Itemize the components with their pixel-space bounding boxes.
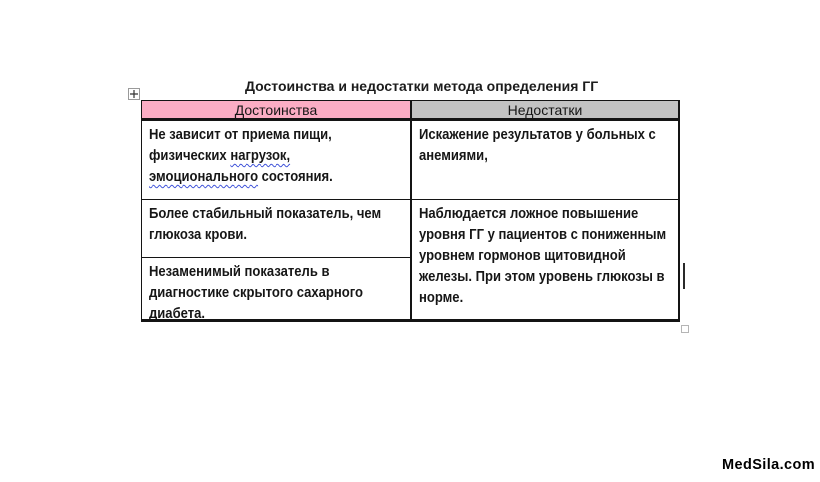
header-label-advantages: Достоинства	[234, 101, 318, 118]
cell-text-line: Более стабильный показатель, чем	[149, 205, 382, 222]
watermark: MedSila.com	[722, 457, 816, 473]
cell-text-line: уровня ГГ у пациентов с пониженным	[419, 226, 667, 243]
grammar-underlined-word: нагрузок,	[230, 147, 291, 164]
grammar-underlined-word: эмоционального	[149, 168, 259, 185]
cell-text-line: Не зависит от приема пищи,	[149, 126, 332, 143]
text-insertion-cursor	[683, 263, 685, 289]
table-resize-handle-icon[interactable]	[681, 325, 689, 333]
move-cross-glyph	[130, 90, 138, 98]
cell-disadvantages-row1[interactable]	[412, 121, 678, 200]
header-label-disadvantages: Недостатки	[507, 101, 583, 118]
cell-text-line: диабета.	[149, 305, 205, 322]
cell-text-line: железы. При этом уровень глюкозы в	[419, 268, 665, 285]
cell-text-line: глюкоза крови.	[149, 226, 248, 243]
table-caption-clipped	[245, 78, 605, 95]
cell-advantages-row2[interactable]	[142, 200, 412, 258]
cell-advantages-row3[interactable]	[142, 258, 412, 322]
cell-text-line: анемиями,	[419, 147, 488, 164]
cell-text-line: Незаменимый показатель в	[149, 263, 330, 280]
header-cell-disadvantages[interactable]	[412, 101, 678, 121]
header-cell-advantages[interactable]	[142, 101, 412, 121]
cell-text-line: физических нагрузок,	[149, 147, 291, 164]
cell-text-line: Наблюдается ложное повышение	[419, 205, 639, 222]
cell-text-line: Искажение результатов у больных с	[419, 126, 656, 143]
cell-advantages-row1[interactable]	[142, 121, 412, 200]
cell-text-line: уровнем гормонов щитовидной	[419, 247, 626, 264]
comparison-table	[141, 100, 680, 322]
table-caption-text: Достоинства и недостатки метода определения ГГ	[245, 78, 599, 94]
cell-disadvantages-row2-3-merged[interactable]	[412, 200, 678, 319]
cell-text-line: норме.	[419, 289, 464, 306]
cell-text-line: диагностике скрытого сахарного	[149, 284, 363, 301]
table-move-handle-icon[interactable]	[128, 88, 140, 100]
cell-text-line: эмоционального состояния.	[149, 168, 333, 185]
